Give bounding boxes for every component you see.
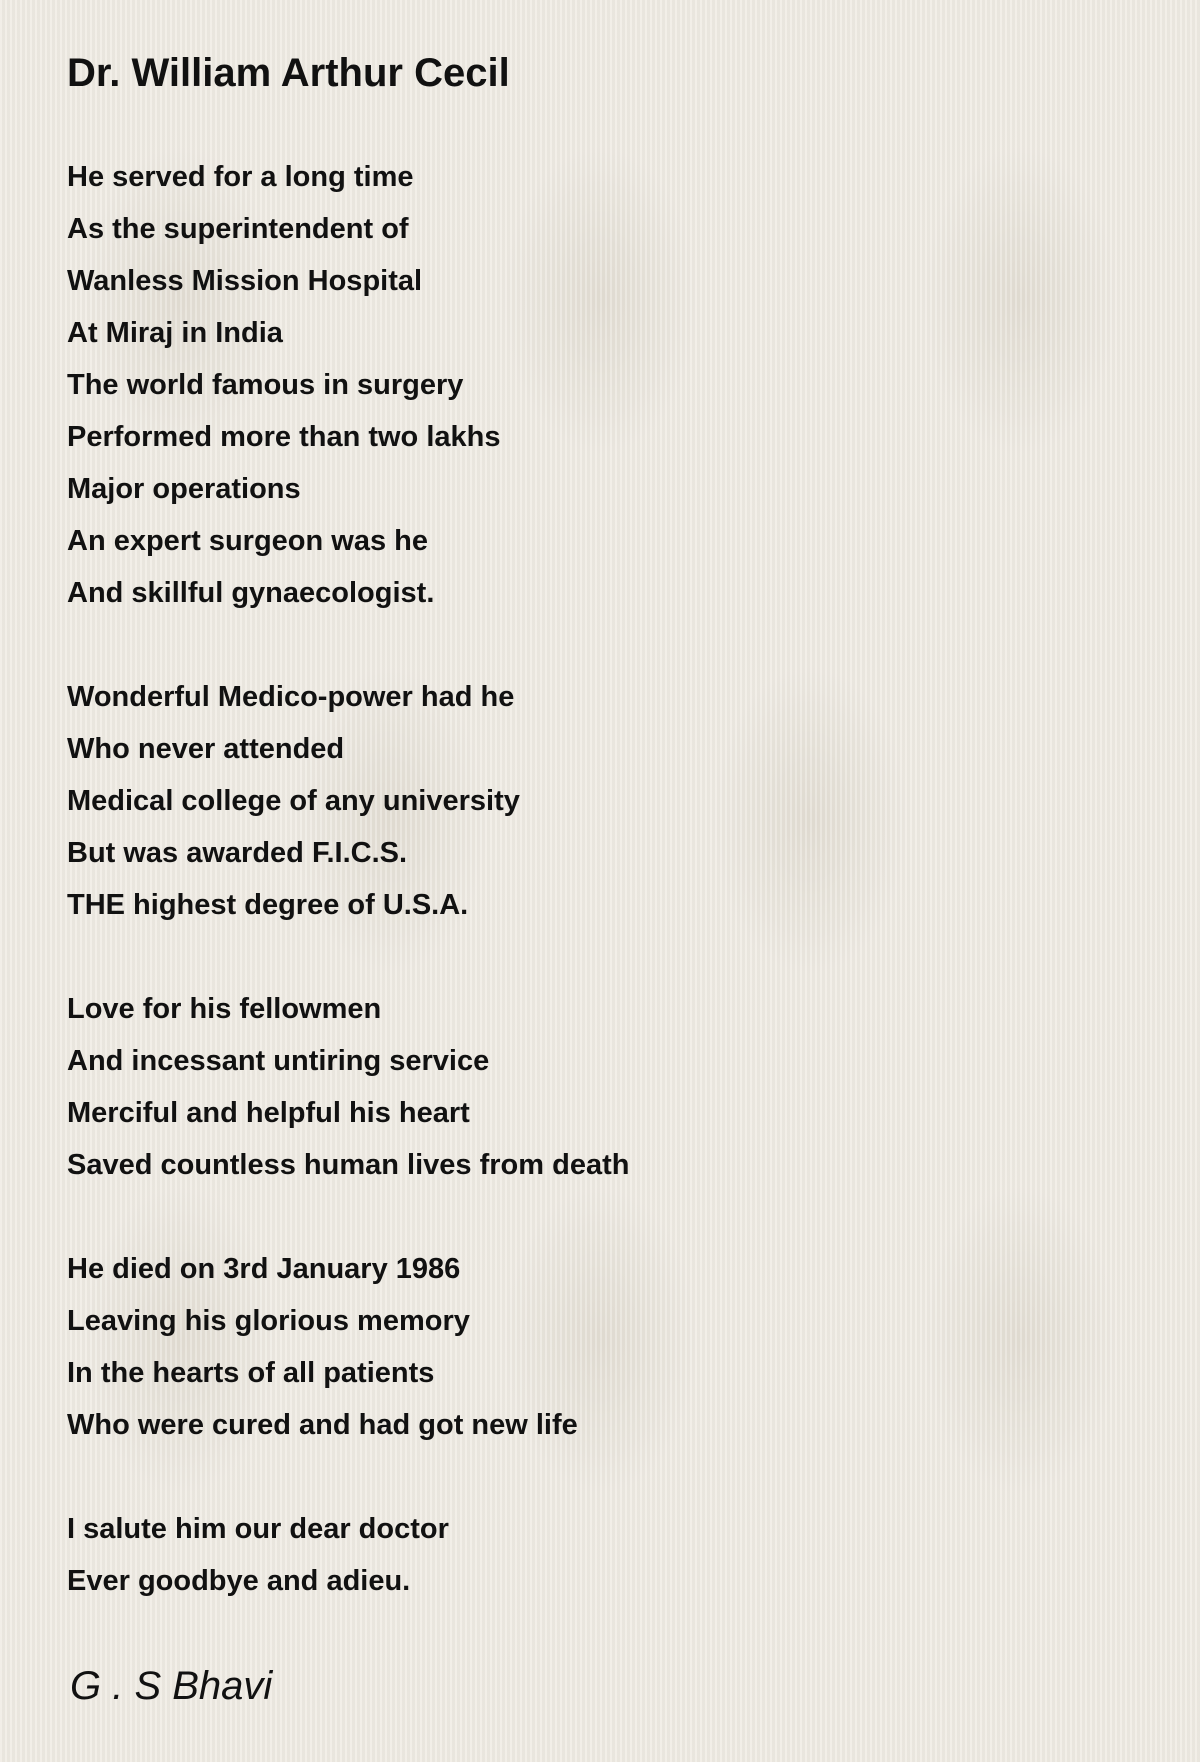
poem-title: Dr. William Arthur Cecil xyxy=(67,51,510,95)
poem-line: Wanless Mission Hospital xyxy=(67,265,423,297)
poem-line: Leaving his glorious memory xyxy=(67,1305,470,1337)
stanza-3 xyxy=(67,983,1147,1191)
stanza-5 xyxy=(67,1503,1147,1607)
poem-line: And incessant untiring service xyxy=(67,1045,490,1077)
poem-line: Merciful and helpful his heart xyxy=(67,1097,470,1129)
poem-line: In the hearts of all patients xyxy=(67,1357,435,1389)
poem-line: And skillful gynaecologist. xyxy=(67,577,435,609)
poem-line: He served for a long time xyxy=(67,161,414,193)
poem-line: An expert surgeon was he xyxy=(67,525,428,557)
poem-line: Who never attended xyxy=(67,733,345,765)
poem-line: As the superintendent of xyxy=(67,213,409,245)
poem-line: Love for his fellowmen xyxy=(67,993,382,1025)
poem-line: Saved countless human lives from death xyxy=(67,1149,630,1181)
poem-line: At Miraj in India xyxy=(67,317,283,349)
stanza-2 xyxy=(67,671,1147,931)
poem-line: Performed more than two lakhs xyxy=(67,421,501,453)
poem-line: THE highest degree of U.S.A. xyxy=(67,889,469,921)
poem-line: The world famous in surgery xyxy=(67,369,464,401)
poem-line: I salute him our dear doctor xyxy=(67,1513,449,1545)
poem-line: He died on 3rd January 1986 xyxy=(67,1253,461,1285)
poem-line: But was awarded F.I.C.S. xyxy=(67,837,408,869)
poem-line: Wonderful Medico-power had he xyxy=(67,681,515,713)
stanza-4 xyxy=(67,1243,1147,1451)
poem-line: Ever goodbye and adieu. xyxy=(67,1565,411,1597)
poem-line: Medical college of any university xyxy=(67,785,520,817)
poem-line: Who were cured and had got new life xyxy=(67,1409,578,1441)
poem-body xyxy=(67,151,1147,1659)
poem-author: G . S Bhavi xyxy=(70,1664,273,1708)
stanza-1 xyxy=(67,151,1147,619)
poem-line: Major operations xyxy=(67,473,301,505)
